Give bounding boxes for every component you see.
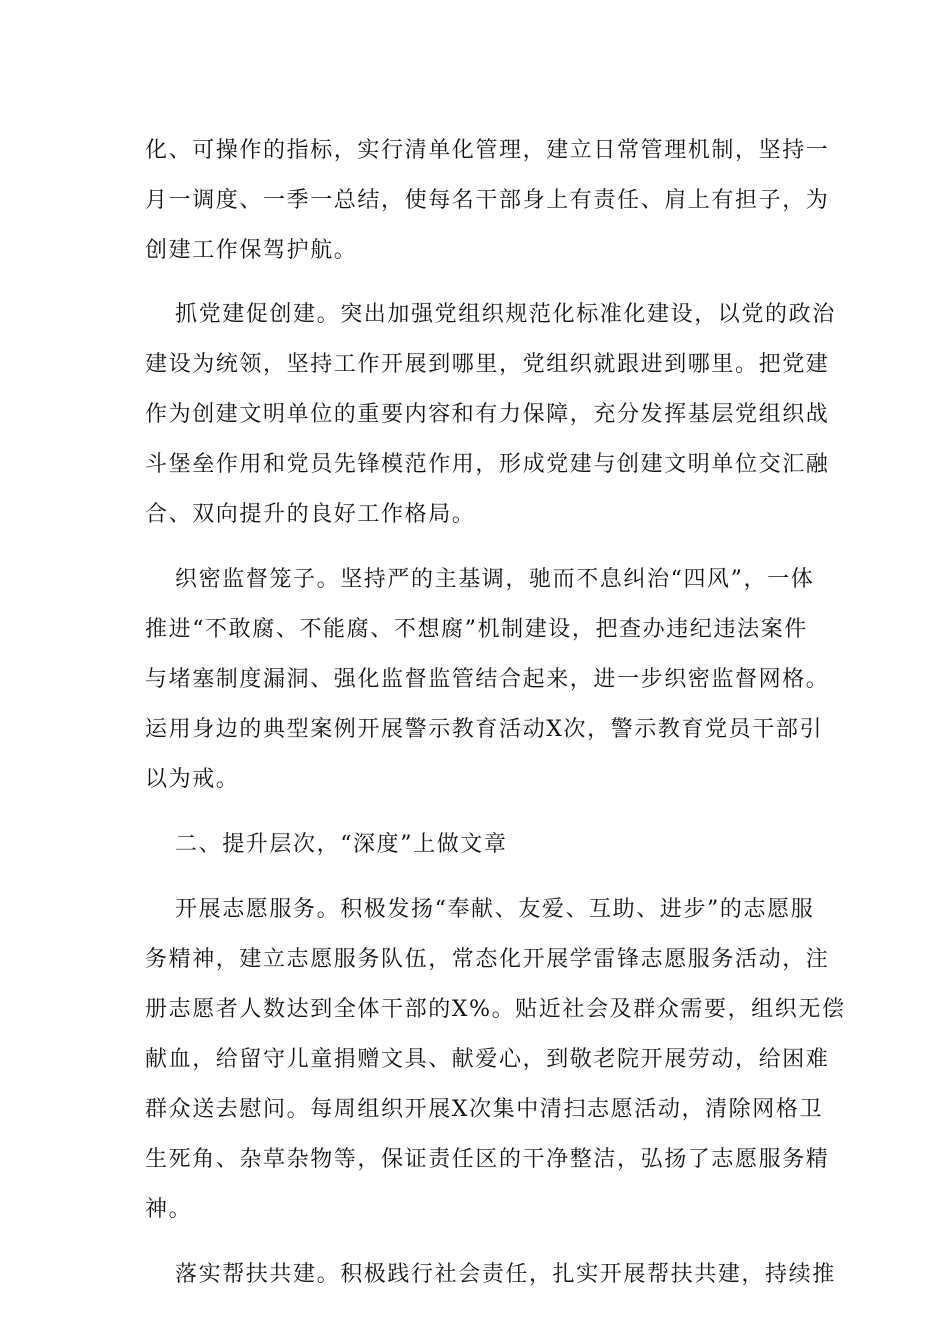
- text-line: 创建工作保驾护航。: [145, 238, 358, 263]
- text-line: 斗堡垒作用和党员先锋模范作用，形成党建与创建文明单位交汇融: [145, 452, 830, 477]
- paragraph-heading-line: 落实帮扶共建。积极践行社会责任，扎实开展帮扶共建，持续推: [175, 1262, 836, 1287]
- text-line: 生死角、杂草杂物等，保证责任区的干净整洁，弘扬了志愿服务精: [145, 1147, 830, 1172]
- text-line: 献血，给留守儿童捐赠文具、献爱心，到敬老院开展劳动，给困难: [145, 1047, 830, 1072]
- text-line: 以为戒。: [145, 767, 240, 792]
- text-line: 与堵塞制度漏洞、强化监督监管结合起来，进一步织密监督网格。: [145, 667, 830, 692]
- text-line: 作为创建文明单位的重要内容和有力保障，充分发挥基层党组织战: [145, 402, 830, 427]
- paragraph-heading-line: 抓党建促创建。突出加强党组织规范化标准化建设，以党的政治: [175, 302, 836, 327]
- section-heading: 二、提升层次，“深度”上做文章: [175, 832, 508, 857]
- paragraph-heading-line: 织密监督笼子。坚持严的主基调，驰而不息纠治“四风”，一体: [175, 567, 815, 592]
- paragraph-heading-line: 开展志愿服务。积极发扬“奉献、友爱、互助、进步”的志愿服: [175, 897, 815, 922]
- text-line: 推进“不敢腐、不能腐、不想腐”机制建设，把查办违纪违法案件: [145, 617, 808, 642]
- text-line: 运用身边的典型案例开展警示教育活动X次，警示教育党员干部引: [145, 717, 824, 742]
- text-line: 册志愿者人数达到全体干部的X%。贴近社会及群众需要，组织无偿: [145, 997, 846, 1022]
- text-line: 群众送去慰问。每周组织开展X次集中清扫志愿活动，清除网格卫: [145, 1097, 824, 1122]
- text-line: 神。: [145, 1197, 193, 1222]
- text-line: 合、双向提升的良好工作格局。: [145, 502, 476, 527]
- text-line: 月一调度、一季一总结，使每名干部身上有责任、肩上有担子，为: [145, 188, 830, 213]
- text-line: 务精神，建立志愿服务队伍，常态化开展学雷锋志愿服务活动，注: [145, 947, 830, 972]
- text-line: 建设为统领，坚持工作开展到哪里，党组织就跟进到哪里。把党建: [145, 352, 830, 377]
- text-line: 化、可操作的指标，实行清单化管理，建立日常管理机制，坚持一: [145, 138, 830, 163]
